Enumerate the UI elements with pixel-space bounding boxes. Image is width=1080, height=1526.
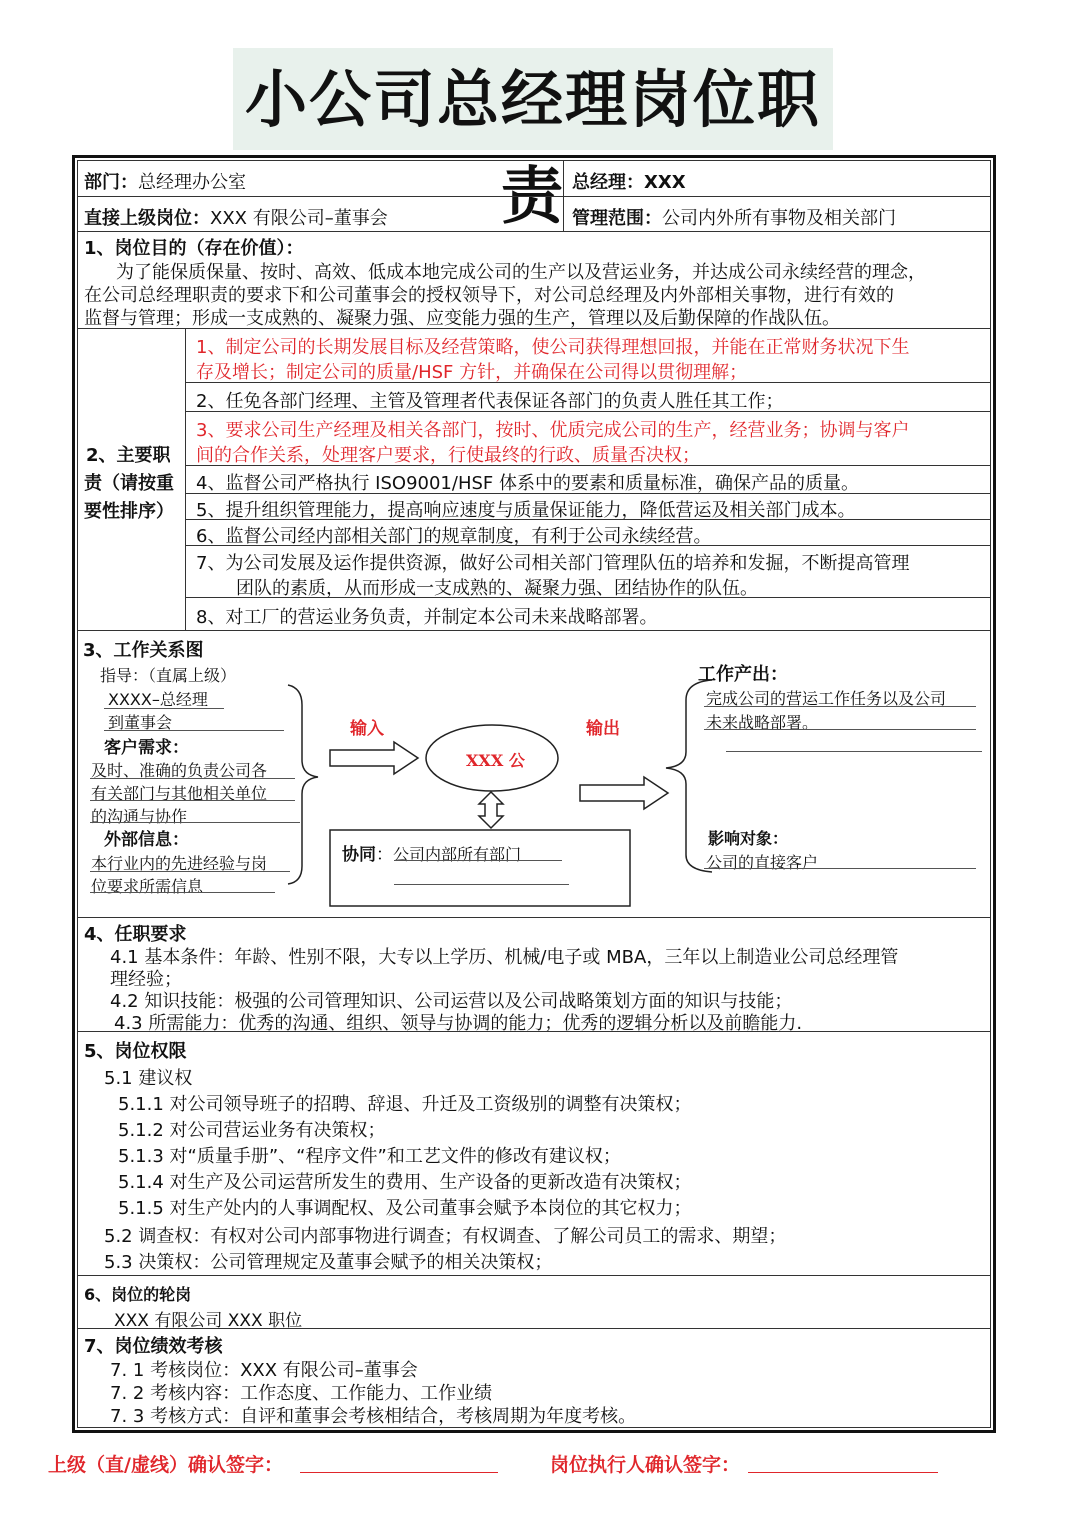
executor-signature-line[interactable]	[748, 1472, 938, 1473]
purpose-line: 为了能保质保量、按时、高效、低成本地完成公司的生产以及营运业务，并达成公司永续经营的理念，	[116, 262, 926, 283]
authority-heading: 5、岗位权限	[84, 1041, 187, 1062]
underline	[394, 884, 569, 885]
relation-heading: 3、工作关系图	[83, 640, 204, 661]
duty-text: 5、提升组织管理能力，提高响应速度与质量保证能力，降低营运及相关部门成本。	[196, 500, 856, 521]
guide-value: XXXX–总经理	[108, 690, 208, 709]
purpose-heading: 1、岗位目的（存在价值）：	[84, 238, 304, 259]
input-label: 输入	[350, 719, 384, 739]
left-brace	[288, 685, 318, 884]
guide-value: 到董事会	[108, 713, 173, 732]
superior-signature-label: 上级（直/虚线）确认签字：	[48, 1454, 283, 1476]
duty-text: 存及增长；制定公司的质量/HSF 方针，并确保在公司得以贯彻理解；	[196, 362, 748, 383]
external-label: 外部信息：	[104, 830, 189, 850]
rotation-section	[77, 1275, 991, 1329]
work-output-value: 完成公司的营运工作任务以及公司	[706, 689, 947, 708]
customer-value: 有关部门与其他相关单位	[91, 784, 268, 803]
scope-value: 公司内外所有事物及相关部门	[662, 208, 896, 229]
authority-line: 5.1.3 对“质量手册”、“程序文件”和工艺文件的修改有建议权；	[118, 1146, 621, 1167]
requirement-line: 4.2 知识技能：极强的公司管理知识、公司运营以及公司战略策划方面的知识与技能；	[110, 991, 793, 1012]
executor-signature-label: 岗位执行人确认签字：	[550, 1454, 741, 1476]
gm-value: XXX	[644, 172, 686, 193]
work-output-value: 未来战略部署。	[706, 713, 819, 732]
authority-section	[77, 1031, 991, 1276]
authority-line: 5.1.2 对公司营运业务有决策权；	[118, 1120, 386, 1141]
duty-text: 2、任免各部门经理、主管及管理者代表保证各部门的负责人胜任其工作；	[196, 391, 784, 412]
duty-text: 7、为公司发展及运作提供资源，做好公司相关部门管理队伍的培养和发掘，不断提高管理	[196, 553, 910, 574]
performance-line: 7. 3 考核方式：自评和董事会考核相结合，考核周期为年度考核。	[110, 1406, 637, 1427]
duty-text: 1、制定公司的长期发展目标及经营策略，使公司获得理想回报，并能在正常财务状况下生	[196, 337, 910, 358]
duty-text: 3、要求公司生产经理及相关各部门，按时、优质完成公司的生产，经营业务；协调与客户	[196, 420, 910, 441]
duties-label: 要性排序）	[84, 501, 174, 522]
cooperate-value: 公司内部所有部门	[393, 845, 522, 864]
guide-label: 指导：（直属上级）	[100, 666, 237, 685]
impact-value: 公司的直接客户	[706, 853, 819, 872]
superior-label: 直接上级岗位：	[84, 208, 210, 229]
underline	[704, 868, 976, 869]
center-label: XXX 公	[466, 751, 525, 770]
requirement-line: 4.3 所需能力：优秀的沟通、组织、领导与协调的能力；优秀的逻辑分析以及前瞻能力.	[114, 1013, 803, 1034]
authority-line: 5.1.1 对公司领导班子的招聘、辞退、升迁及工资级别的调整有决策权；	[118, 1094, 692, 1115]
rotation-heading: 6、岗位的轮岗	[84, 1285, 192, 1304]
customer-value: 及时、准确的负责公司各	[91, 761, 268, 780]
superior-value: XXX 有限公司–董事会	[210, 208, 388, 229]
input-arrow	[330, 742, 418, 774]
authority-line: 5.1.4 对生产及公司运营所发生的费用、生产设备的更新改造有决策权；	[118, 1172, 692, 1193]
gm-label: 总经理：	[572, 172, 644, 193]
requirement-line: 4.1 基本条件：年龄、性别不限，大专以上学历、机械/电子或 MBA，三年以上制造业公司总经理管	[110, 947, 899, 968]
customer-label: 客户需求：	[104, 738, 189, 758]
work-output-label: 工作产出	[698, 664, 770, 685]
duties-label: 2、主要职	[86, 445, 171, 466]
purpose-line: 监督与管理；形成一支成熟的、凝聚力强、应变能力强的生产，管理以及后勤保障的作战队伍。	[84, 308, 840, 329]
external-value: 位要求所需信息	[91, 877, 204, 896]
duty-text: 8、对工厂的营运业务负责，并制定本公司未来战略部署。	[196, 607, 658, 628]
superior-signature-line[interactable]	[300, 1472, 498, 1473]
external-value: 本行业内的先进经验与岗	[91, 854, 268, 873]
underline	[704, 706, 976, 707]
impact-label: 影响对象	[708, 829, 773, 848]
dept-label: 部门：	[84, 172, 138, 193]
duty-text: 6、监督公司经内部相关部门的规章制度，有利于公司永续经营。	[196, 526, 712, 547]
dept-value: 总经理办公室	[138, 172, 246, 193]
customer-value: 的沟通与协作	[91, 807, 188, 826]
authority-line: 5.3 决策权：公司管理规定及董事会赋予的相关决策权；	[104, 1252, 553, 1273]
page-title: 小公司总经理岗位职责	[244, 63, 821, 232]
underline	[704, 729, 976, 730]
output-arrow	[580, 777, 668, 809]
duty-text: 间的合作关系，处理客户要求，行使最终的行政、质量否决权；	[196, 445, 700, 466]
authority-line: 5.1.5 对生产处内的人事调配权、及公司董事会赋予本岗位的其它权力；	[118, 1198, 692, 1219]
requirements-heading: 4、任职要求	[84, 924, 187, 945]
double-arrow	[479, 792, 503, 828]
cooperate-label: 协同	[342, 845, 376, 865]
purpose-line: 在公司总经理职责的要求下和公司董事会的授权领导下，对公司总经理及内外部相关事物，进行有效的	[84, 285, 894, 306]
requirements-section	[77, 917, 991, 1032]
underline	[394, 860, 562, 861]
performance-line: 7. 2 考核内容：工作态度、工作能力、工作业绩	[110, 1383, 493, 1404]
requirement-line: 理经验；	[110, 969, 182, 990]
scope-label: 管理范围：	[572, 208, 662, 229]
performance-section	[77, 1328, 991, 1428]
duty-text: 4、监督公司严格执行 ISO9001/HSF 体系中的要素和质量标准，确保产品的质量。	[196, 473, 859, 494]
duties-label: 责（请按重	[84, 473, 174, 494]
output-label: 输出	[586, 719, 620, 739]
rotation-value: XXX 有限公司 XXX 职位	[114, 1311, 303, 1331]
performance-line: 7. 1 考核岗位：XXX 有限公司–董事会	[110, 1360, 418, 1381]
performance-heading: 7、岗位绩效考核	[84, 1336, 223, 1357]
authority-line: 5.1 建议权	[104, 1068, 193, 1089]
underline	[726, 751, 982, 752]
duty-text: 团队的素质，从而形成一支成熟的、凝聚力强、团结协作的队伍。	[236, 578, 758, 599]
authority-line: 5.2 调查权：有权对公司内部事物进行调查；有权调查、了解公司员工的需求、期望；	[104, 1226, 787, 1247]
